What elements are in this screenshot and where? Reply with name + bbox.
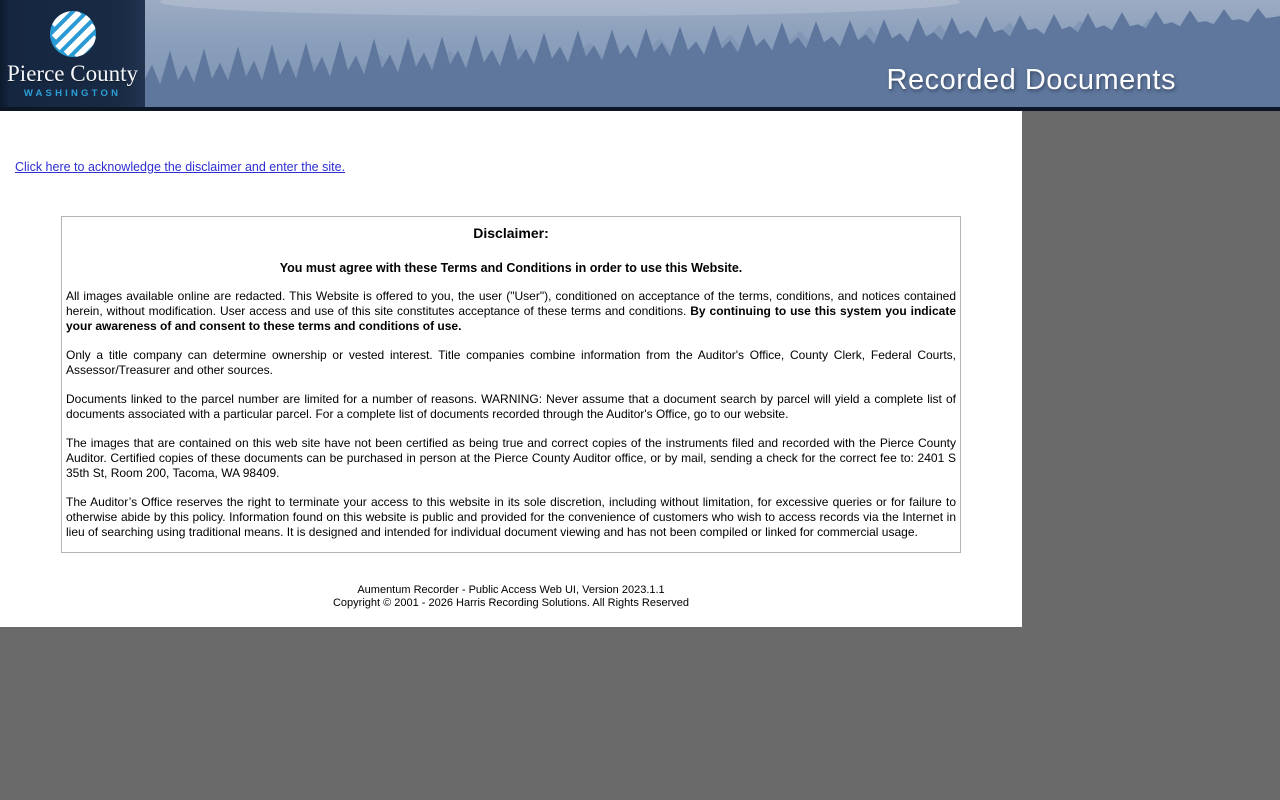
disclaimer-paragraph-5: The Auditor’s Office reserves the right to terminate your access to this website in its sole discretion, including without limitation, for excessive queries or for failure to otherwise abide by this policy. Information found on this website is public and provided for the convenience of customers who wish to access records via the Internet in lieu of searching using traditional means. It is designed and intended for individual document viewing and has not been compiled or linked for commercial usage.: [66, 495, 956, 539]
disclaimer-paragraph-1-bold: By continuing to use this system you indicate your awareness of and consent to these terms and conditions of use.: [66, 304, 956, 333]
footer-copyright-line: Copyright © 2001 - 2026 Harris Recording Solutions. All Rights Reserved: [332, 596, 689, 609]
main-content: [0, 111, 1022, 627]
footer-version-line: Aumentum Recorder - Public Access Web UI, Version 2023.1.1: [357, 584, 665, 596]
disclaimer-box: [61, 216, 961, 553]
enter-site-link-row: [0, 158, 1022, 176]
logo-state-name: WASHINGTON: [23, 88, 122, 99]
header-banner: [0, 0, 1280, 111]
app-footer: [0, 584, 1022, 609]
disclaimer-paragraph-2: Only a title company can determine ownership or vested interest. Title companies combine information from the Auditor's Office, County Clerk, Federal Courts, Assessor/Treasurer and other sources.: [66, 348, 956, 377]
pierce-county-logo: [0, 0, 145, 107]
pierce-county-logo-icon: [41, 8, 105, 60]
logo-county-name: Pierce County: [7, 61, 138, 86]
disclaimer-subtitle: You must agree with these Terms and Conditions in order to use this Website.: [279, 261, 743, 275]
disclaimer-paragraph-4: The images that are contained on this web site have not been certified as being true and correct copies of the instruments filed and recorded with the Pierce County Auditor. Certified copies of these documents can be purchased in person at the Pierce County Auditor office, or by mail, sending a check for the correct fee to: 2401 S 35th St, Room 200, Tacoma, WA 98409.: [66, 436, 956, 480]
acknowledge-disclaimer-link[interactable]: Click here to acknowledge the disclaimer and enter the site.: [15, 160, 346, 174]
disclaimer-paragraph-1: [66, 289, 956, 334]
disclaimer-paragraph-3: Documents linked to the parcel number are limited for a number of reasons. WARNING: Never assume that a document search by parcel will yield a complete list of documents associated with a particular parcel. For a complete list of documents recorded through the Auditor's Office, go to our website.: [66, 392, 956, 421]
page-title: Recorded Documents: [886, 64, 1176, 96]
disclaimer-title: Disclaimer:: [473, 225, 549, 241]
disclaimer-paragraph-1-text: All images available online are redacted. This Website is offered to you, the user ("User"), conditioned on acceptance of the terms, conditions, and notices contained herein, without modification. User access and use of this site constitutes acceptance of these terms and conditions.: [66, 289, 956, 318]
